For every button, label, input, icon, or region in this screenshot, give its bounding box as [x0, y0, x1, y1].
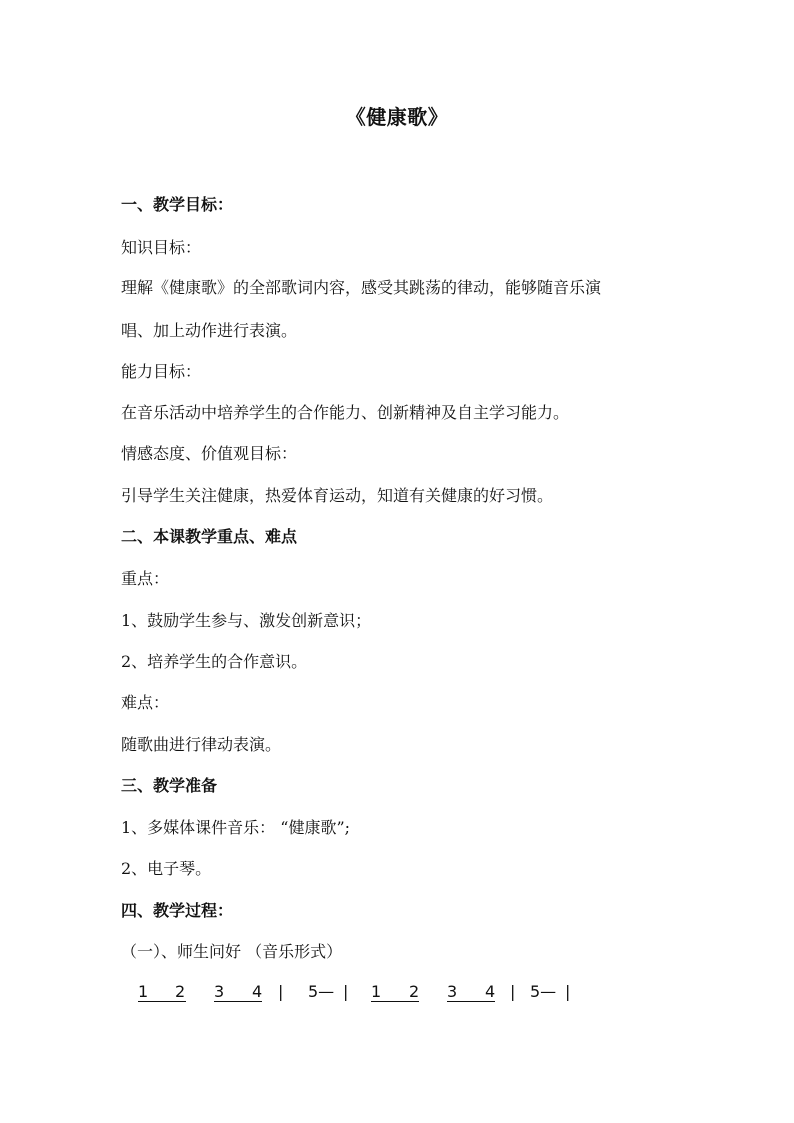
notation-underline	[371, 1001, 419, 1002]
notation-note: 3	[214, 982, 225, 1001]
paragraph-prep-2: 2、电子琴。	[121, 859, 212, 878]
notation-note: 2	[409, 982, 420, 1001]
section-heading-process: 四、教学过程：	[121, 901, 234, 920]
notation-note: 4	[252, 982, 263, 1001]
notation-note: 4	[485, 982, 496, 1001]
paragraph-difficulty-label: 难点：	[121, 693, 170, 712]
paragraph-knowledge-2: 唱、加上动作进行表演。	[121, 321, 298, 340]
notation-underline	[138, 1001, 186, 1002]
notation-note: 5—	[530, 982, 557, 1001]
notation-barline: |	[510, 982, 516, 1001]
notation-underline	[447, 1001, 495, 1002]
paragraph-difficulty: 随歌曲进行律动表演。	[121, 735, 282, 754]
notation-note: 1	[138, 982, 149, 1001]
paragraph-ability: 在音乐活动中培养学生的合作能力、创新精神及自主学习能力。	[121, 403, 570, 422]
document-title: 《健康歌》	[345, 105, 449, 129]
music-notation	[138, 982, 598, 1006]
paragraph-prep-1: 1、多媒体课件音乐： “健康歌”;	[121, 818, 351, 837]
paragraph-knowledge-label: 知识目标：	[121, 238, 202, 257]
notation-note: 3	[447, 982, 458, 1001]
notation-note: 2	[175, 982, 186, 1001]
paragraph-knowledge-1: 理解《健康歌》的全部歌词内容，感受其跳荡的律动，能够随音乐演	[121, 278, 602, 297]
paragraph-greeting: （一）、师生问好 （音乐形式）	[121, 942, 343, 961]
paragraph-attitude: 引导学生关注健康，热爱体育运动，知道有关健康的好习惯。	[121, 486, 554, 505]
paragraph-key-2: 2、培养学生的合作意识。	[121, 652, 308, 671]
paragraph-key-label: 重点：	[121, 569, 170, 588]
paragraph-ability-label: 能力目标：	[121, 362, 202, 381]
notation-note: 5—	[308, 982, 335, 1001]
paragraph-key-1: 1、鼓励学生参与、激发创新意识；	[121, 611, 372, 630]
section-heading-preparation: 三、教学准备	[121, 776, 218, 795]
notation-underline	[214, 1001, 262, 1002]
notation-barline: |	[278, 982, 284, 1001]
notation-note: 1	[371, 982, 382, 1001]
paragraph-attitude-label: 情感态度、价值观目标：	[121, 444, 298, 463]
notation-barline: |	[343, 982, 349, 1001]
notation-barline: |	[565, 982, 571, 1001]
section-heading-objectives: 一、教学目标：	[121, 195, 234, 214]
section-heading-focus: 二、本课教学重点、难点	[121, 527, 298, 546]
